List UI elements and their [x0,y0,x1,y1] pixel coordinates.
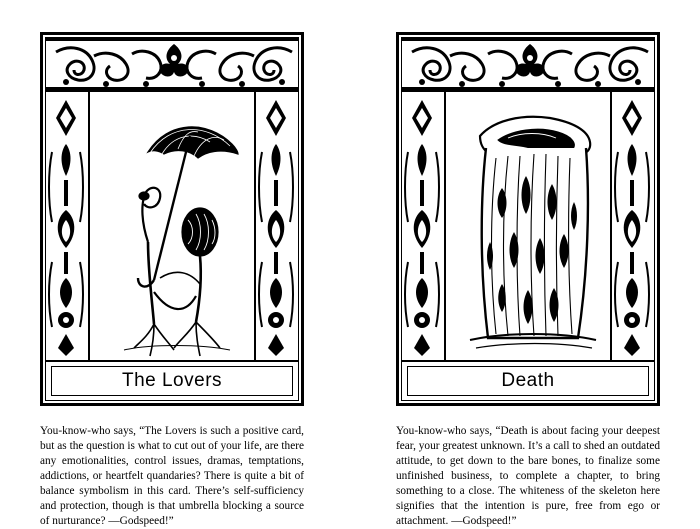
card-art-death [446,92,610,360]
card-inner-border [45,37,299,401]
tarot-card-death[interactable] [396,32,660,406]
card-border-top-ornament [46,38,298,92]
card-art-lovers [90,92,254,360]
card-body [402,92,654,360]
card-title-band [46,360,298,400]
card-body [46,92,298,360]
card-title-text: The Lovers [121,370,223,391]
card-border-top-ornament [402,38,654,92]
card-title-frame [407,366,649,396]
card-border-right-ornament [610,92,654,360]
page-left [0,0,350,528]
tarot-card-lovers[interactable] [40,32,304,406]
card-border-left-ornament [402,92,446,360]
card-inner-border [401,37,655,401]
card-caption-text: You-know-who says, “The Lovers is such a positive card, but as the question is what to cut out of your life, are there any emotionalities, control issues, dramas, temptations, addictions, or heartfelt quandaries? There is quite a bit of balance symbolism in this card. There’s self-sufficiency and protection, though is that umbrella blocking a source of nurturance? —Godspeed!” [40,425,304,528]
card-border-right-ornament [254,92,298,360]
card-border-left-ornament [46,92,90,360]
card-caption-text: You-know-who says, “Death is about facing your deepest fear, your greatest unknown. It’s a call to shed an outdated attitude, to get down to the bare bones, to finalize some unfinished business, to complete a chapter, to bring something to a close. The whiteness of the skeleton here signifies that the intention is pure, free from ego or attachment. —Godspeed!” [396,425,660,528]
card-title-band [402,360,654,400]
card-title-frame [51,366,293,396]
card-title-text: Death [501,370,555,391]
page-right [350,0,700,528]
